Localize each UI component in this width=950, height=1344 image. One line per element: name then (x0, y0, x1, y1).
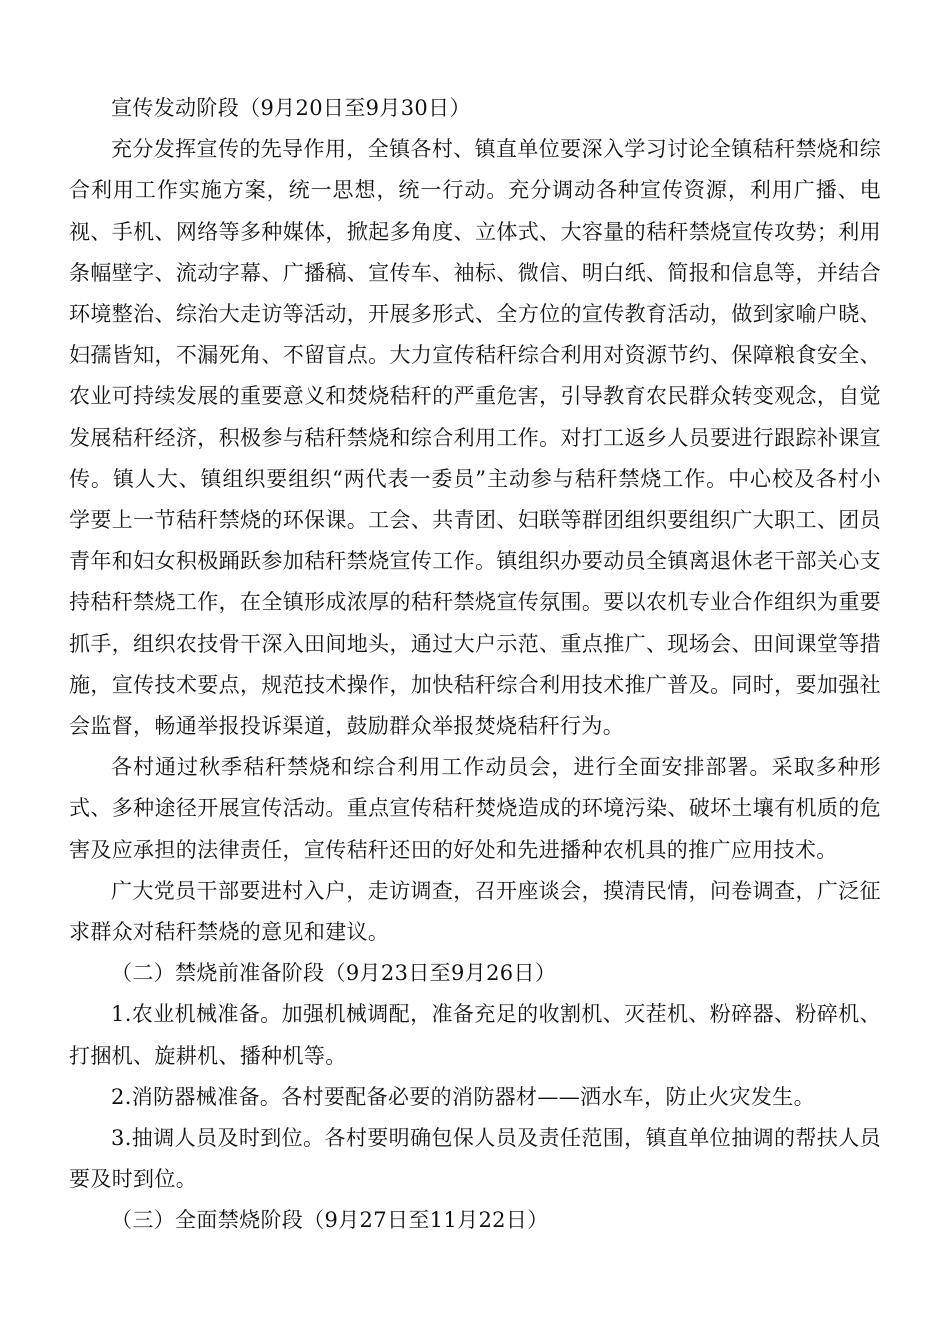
stage-full-ban-heading: （三）全面禁烧阶段（9月27日至11月22日） (111, 1208, 549, 1233)
paragraph-propaganda-3: 广大党员干部要进村入户，走访调查，召开座谈会，摸清民情，问卷调查，广泛征求群众对秸秆禁烧的意见和建议。 (69, 878, 881, 945)
prep-item-1: 1.农业机械准备。加强机械调配，准备充足的收割机、灭茬机、粉碎器、粉碎机、打捆机、旋耕机、播种机等。 (69, 1002, 881, 1068)
document-body (69, 88, 881, 1242)
prep-item-2: 2.消防器械准备。各村要配备必要的消防器材——洒水车，防止火灾发生。 (111, 1084, 815, 1109)
paragraph-propaganda-2: 各村通过秋季秸秆禁烧和综合利用工作动员会，进行全面安排部署。采取多种形式、多种途径开展宣传活动。重点宣传秸秆焚烧造成的环境污染、破坏土壤有机质的危害及应承担的法律责任，宣传秸秆还田的好处和先进播种农机具的推广应用技术。 (69, 755, 881, 862)
prep-item-3: 3.抽调人员及时到位。各村要明确包保人员及责任范围，镇直单位抽调的帮扶人员要及时到位。 (69, 1126, 881, 1192)
stage-prep-heading: （二）禁烧前准备阶段（9月23日至9月26日） (111, 961, 557, 986)
stage-propaganda-heading: 宣传发动阶段（9月20日至9月30日） (111, 96, 471, 120)
paragraph-propaganda-1: 充分发挥宣传的先导作用，全镇各村、镇直单位要深入学习讨论全镇秸秆禁烧和综合利用工作实施方案，统一思想，统一行动。充分调动各种宣传资源，利用广播、电视、手机、网络等多种媒体，掀起多角度、立体式、大容量的秸秆禁烧宣传攻势；利用条幅壁字、流动字幕、广播稿、宣传车、袖标、微信、明白纸、简报和信息等，并结合环境整治、综治大走访等活动，开展多形式、全方位的宣传教育活动，做到家喻户晓、妇孺皆知，不漏死角、不留盲点。大力宣传秸秆综合利用对资源节约、保障粮食安全、农业可持续发展的重要意义和焚烧秸秆的严重危害，引导教育农民群众转变观念，自觉发展秸秆经济，积极参与秸秆禁烧和综合利用工作。对打工返乡人员要进行跟踪补课宣传。镇人大、镇组织要组织“两代表一委员”主动参与秸秆禁烧工作。中心校及各村小学要上一节秸秆禁烧的环保课。工会、共青团、妇联等群团组织要组织广大职工、团员青年和妇女积极踊跃参加秸秆禁烧宣传工作。镇组织办要动员全镇离退休老干部关心支持秸秆禁烧工作，在全镇形成浓厚的秸秆禁烧宣传氛围。要以农机专业合作组织为重要抓手，组织农技骨干深入田间地头，通过大户示范、重点推广、现场会、田间课堂等措施，宣传技术要点，规范技术操作，加快秸秆综合利用技术推广普及。同时，要加强社会监督，畅通举报投诉渠道，鼓励群众举报焚烧秸秆行为。 (69, 137, 881, 739)
